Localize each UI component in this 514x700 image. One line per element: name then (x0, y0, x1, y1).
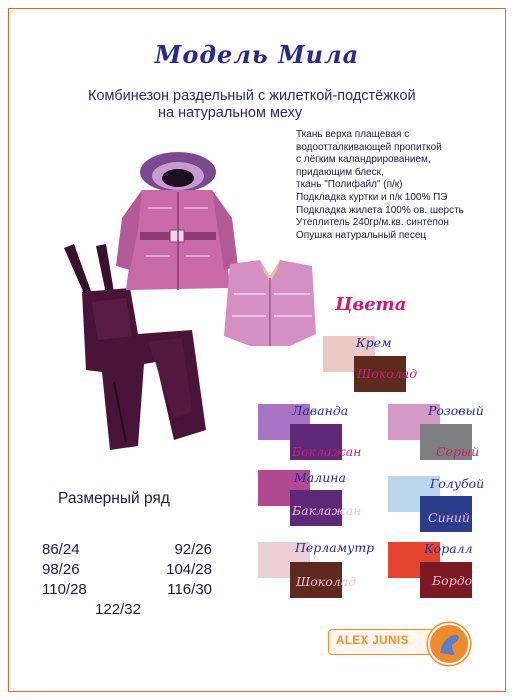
size-value: 110/28 (42, 581, 87, 598)
size-value: 98/26 (42, 561, 80, 578)
color-label-chocolate: Шоколад (296, 574, 357, 589)
size-row (42, 560, 212, 580)
spec-line: ткань "Полифайл" (п/к) (296, 179, 403, 191)
size-value: 122/32 (95, 601, 141, 618)
color-label-eggplant: Баклажан (292, 444, 362, 459)
logo-text: ALEX JUNIS (336, 635, 409, 647)
color-label-chocolate: Шоколад (357, 366, 418, 381)
brand-logo (328, 623, 470, 661)
color-label-coral: Коралл (424, 541, 473, 556)
color-label-pearl: Перламутр (295, 540, 375, 555)
size-row (42, 540, 212, 560)
color-label-blue: Синий (428, 510, 470, 525)
size-range-heading: Размерный ряд (58, 490, 170, 507)
spec-line: Подкладка куртки и п/к 100% ПЭ (296, 191, 448, 203)
size-row (42, 600, 194, 620)
spec-line: Утеплитель 240гр/м.кв. синтепон (296, 217, 449, 229)
size-value: 116/30 (167, 581, 212, 598)
subtitle-line-1: Комбинезон раздельный с жилеткой-подстёжкой (88, 88, 416, 104)
product-subtitle (88, 88, 488, 122)
colors-heading: Цвета (335, 294, 407, 315)
color-label-raspberry: Малина (294, 470, 346, 485)
spec-line: Опушка натуральный песец (296, 229, 427, 241)
size-value: 104/28 (166, 561, 212, 578)
color-label-pink: Розовый (428, 403, 484, 418)
spec-line: Подкладка жилета 100% ов. шерсть (296, 204, 464, 216)
color-label-burgundy: Бордо (432, 573, 473, 588)
fabric-specs (296, 129, 506, 242)
vest-image (220, 254, 320, 348)
color-label-light-blue: Голубой (430, 476, 485, 491)
model-title: Модель Мила (154, 40, 360, 69)
size-value: 86/24 (42, 541, 80, 558)
color-label-eggplant: Баклажан (292, 503, 362, 518)
horse-icon (428, 623, 470, 665)
spec-line: водоотталкивающей пропиткой (296, 141, 442, 153)
color-label-lavender: Лаванда (292, 403, 349, 418)
color-label-cream: Крем (356, 335, 392, 350)
size-list (42, 540, 232, 620)
spec-line: Ткань верха плащевая с (296, 129, 410, 140)
size-row (42, 580, 212, 600)
spec-line: придающим блеск, (296, 166, 384, 178)
size-value: 92/26 (174, 541, 212, 558)
subtitle-line-2: на натуральном меху (158, 105, 303, 121)
spec-line: с лёгким каландрированием, (296, 154, 431, 166)
color-label-gray: Серый (436, 444, 480, 459)
